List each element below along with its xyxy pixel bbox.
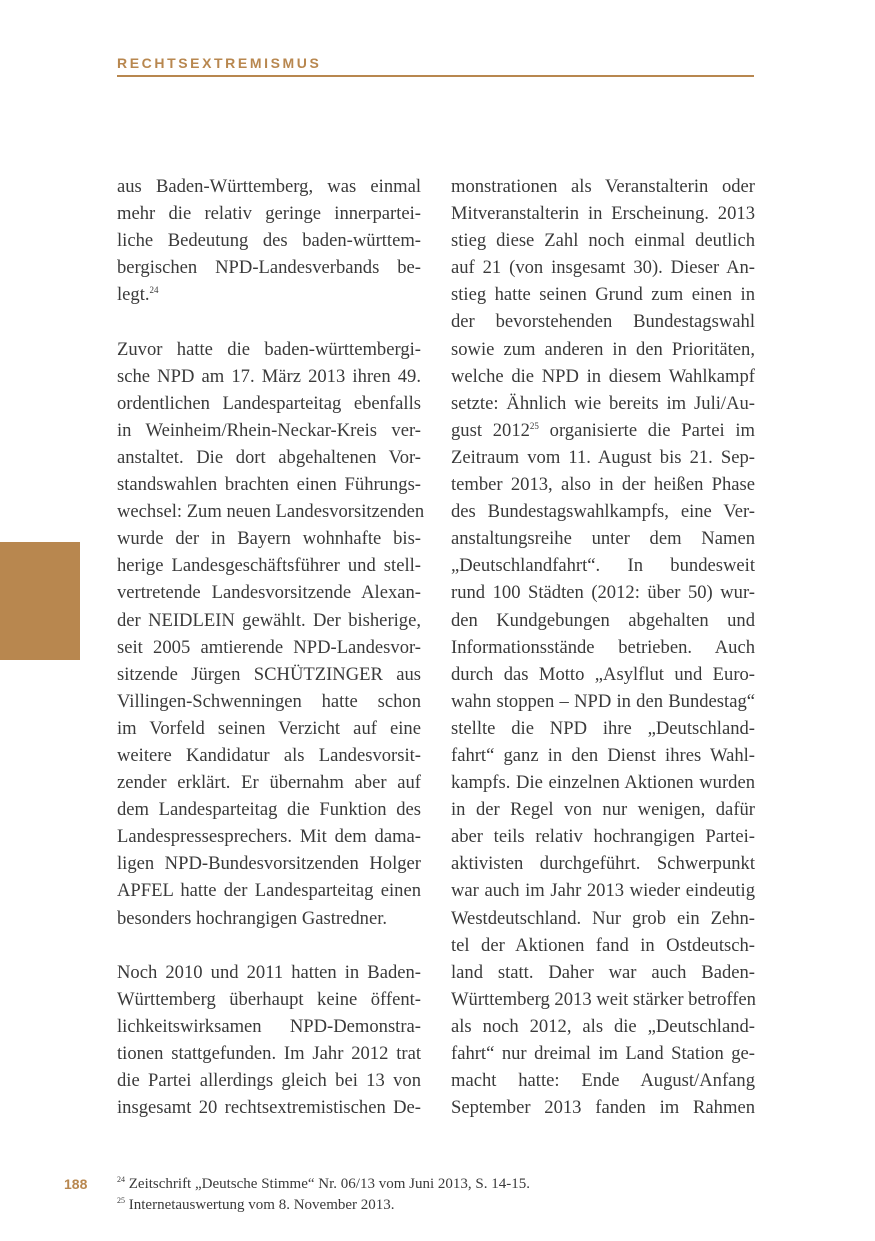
text-line: in Weinheim/Rhein-Neckar-Kreis ver-	[117, 419, 421, 441]
text-line: September 2013 fanden im Rahmen	[451, 1097, 755, 1119]
paragraph-gap	[117, 932, 421, 959]
text-line: ordentlichen Landesparteitag ebenfalls	[117, 392, 421, 414]
text-line: aber teils relativ hochrangigen Partei-	[451, 826, 755, 848]
text-line: stieg diese Zahl noch einmal deutlich	[451, 230, 755, 252]
text-line: anstaltet. Die dort abgehaltenen Vor-	[117, 446, 421, 468]
text-line: fahrt“ nur dreimal im Land Station ge-	[451, 1043, 755, 1064]
text-line: sche NPD am 17. März 2013 ihren 49.	[117, 365, 421, 387]
text-line: rund 100 Städten (2012: über 50) wur-	[451, 582, 755, 604]
footnote-reference: 24	[149, 285, 159, 296]
text-line: monstrationen als Veranstalterin oder	[451, 176, 755, 197]
footnote-number: 25	[117, 1196, 125, 1205]
text-line: weitere Kandidatur als Landesvorsit-	[117, 744, 421, 766]
text-line: sowie zum anderen in den Prioritäten,	[451, 338, 755, 360]
running-header-title: RECHTSEXTREMISMUS	[117, 55, 322, 71]
text-line: als noch 2012, als die „Deutschland-	[451, 1015, 755, 1037]
text-line: welche die NPD in diesem Wahlkampf	[451, 365, 755, 387]
text-line: Zeitraum vom 11. August bis 21. Sep-	[451, 446, 755, 468]
right-column	[451, 173, 755, 1121]
text-line: war auch im Jahr 2013 wieder eindeutig	[451, 880, 755, 902]
footnote-number: 24	[117, 1175, 125, 1184]
footnote	[117, 1195, 757, 1216]
footnote-text: Zeitschrift „Deutsche Stimme“ Nr. 06/13 vom Juni 2013, S. 14-15.	[125, 1176, 530, 1192]
page-number: 188	[64, 1176, 88, 1192]
text-line	[451, 417, 755, 444]
text-line: fahrt“ ganz in den Dienst ihres Wahl-	[451, 744, 755, 766]
text-line: Mitveranstalterin in Erscheinung. 2013	[451, 203, 755, 225]
text-line: lichkeitswirksamen NPD-Demonstra-	[117, 1015, 421, 1037]
text-line: macht hatte: Ende August/Anfang	[451, 1070, 755, 1092]
header-rule	[117, 75, 754, 77]
text-line	[117, 281, 421, 308]
text-line: aus Baden-Württemberg, was einmal	[117, 176, 421, 197]
text-line: aktivisten durchgeführt. Schwerpunkt	[451, 853, 755, 875]
text-fragment: gust 2012	[451, 419, 530, 441]
text-fragment: legt.	[117, 284, 150, 306]
text-line: die Partei allerdings gleich bei 13 von	[117, 1070, 421, 1092]
chapter-tab-marker	[0, 542, 80, 660]
text-line: liche Bedeutung des baden-württem-	[117, 230, 421, 252]
text-line: den Kundgebungen abgehalten und	[451, 609, 755, 631]
text-line: im Vorfeld seinen Verzicht auf eine	[117, 717, 421, 739]
text-line: Württemberg überhaupt keine öffent-	[117, 988, 421, 1010]
text-line: Villingen-Schwenningen hatte schon	[117, 690, 421, 712]
text-line: tember 2013, also in der heißen Phase	[451, 474, 755, 496]
text-line: anstaltungsreihe unter dem Namen	[451, 528, 755, 550]
text-line: sitzende Jürgen SCHÜTZINGER aus	[117, 663, 421, 685]
text-line: der bevorstehenden Bundestagswahl	[451, 311, 755, 333]
text-line: ligen NPD-Bundesvorsitzenden Holger	[117, 853, 421, 875]
text-line: Württemberg 2013 weit stärker betroffen	[451, 988, 756, 1010]
text-line: Zuvor hatte die baden-württembergi-	[117, 338, 421, 360]
text-line: mehr die relativ geringe innerpartei-	[117, 203, 421, 225]
footnote-reference: 25	[529, 420, 539, 431]
text-line: Westdeutschland. Nur grob ein Zehn-	[451, 907, 755, 929]
text-line: wahn stoppen – NPD in den Bundestag“	[451, 690, 755, 712]
left-column	[117, 173, 425, 1121]
text-line: der NEIDLEIN gewählt. Der bisherige,	[117, 609, 421, 631]
text-line: auf 21 (von insgesamt 30). Dieser An-	[451, 257, 755, 279]
text-line: des Bundestagswahlkampfs, eine Ver-	[451, 501, 755, 523]
text-line: insgesamt 20 rechtsextremistischen De-	[117, 1097, 421, 1119]
text-line: stellte die NPD ihre „Deutschland-	[451, 717, 755, 739]
text-line: Informationsstände betrieben. Auch	[451, 636, 755, 658]
text-line: Landespressesprechers. Mit dem dama-	[117, 826, 421, 848]
footnotes	[117, 1174, 757, 1216]
paragraph-gap	[117, 308, 421, 335]
text-line: tel der Aktionen fand in Ostdeutsch-	[451, 934, 755, 956]
text-line: zender erklärt. Er übernahm aber auf	[117, 772, 421, 794]
text-line: herige Landesgeschäftsführer und stell-	[117, 555, 421, 577]
text-line: stieg hatte seinen Grund zum einen in	[451, 284, 755, 306]
text-line: tionen stattgefunden. Im Jahr 2012 trat	[117, 1043, 421, 1064]
text-line: besonders hochrangigen Gastredner.	[117, 907, 388, 929]
text-line: bergischen NPD-Landesverbands be-	[117, 257, 421, 279]
text-line: seit 2005 amtierende NPD-Landesvor-	[117, 636, 421, 658]
text-line: standswahlen brachten einen Führungs-	[117, 474, 421, 496]
footnote	[117, 1174, 757, 1195]
text-line: vertretende Landesvorsitzende Alexan-	[117, 582, 421, 604]
text-line: durch das Motto „Asylflut und Euro-	[451, 663, 755, 685]
footnote-text: Internetauswertung vom 8. November 2013.	[125, 1197, 395, 1213]
text-line: APFEL hatte der Landesparteitag einen	[117, 880, 421, 902]
text-line: wurde der in Bayern wohnhafte bis-	[117, 528, 421, 550]
text-line: kampfs. Die einzelnen Aktionen wurden	[451, 772, 755, 794]
text-line: in der Regel von nur wenigen, dafür	[451, 799, 755, 821]
text-line: wechsel: Zum neuen Landesvorsitzenden	[117, 501, 425, 523]
text-line: dem Landesparteitag die Funktion des	[117, 799, 421, 821]
text-fragment: organisierte die Partei im	[538, 419, 755, 441]
text-line: setzte: Ähnlich wie bereits im Juli/Au-	[451, 392, 755, 414]
text-line: „Deutschlandfahrt“. In bundesweit	[451, 555, 755, 577]
text-line: land statt. Daher war auch Baden-	[451, 961, 755, 983]
text-line: Noch 2010 und 2011 hatten in Baden-	[117, 961, 421, 983]
